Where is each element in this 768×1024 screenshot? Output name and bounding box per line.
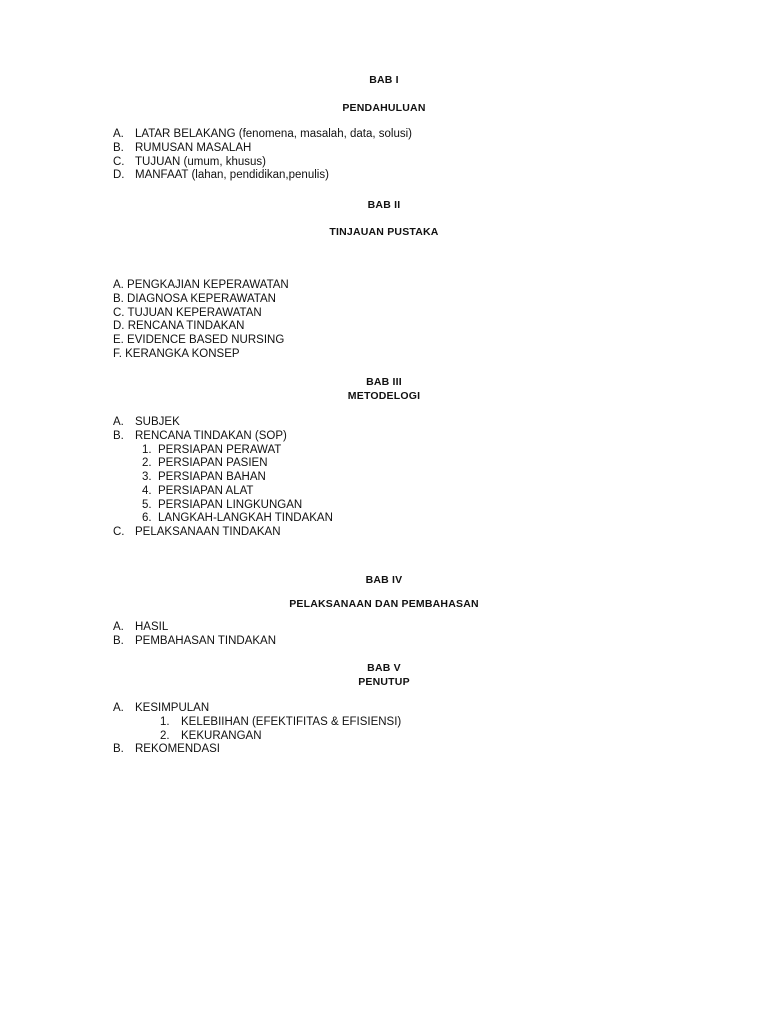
sub-list-text: PERSIAPAN PERAWAT [158, 443, 282, 456]
list-marker: A. [113, 702, 124, 714]
list-text: C. TUJUAN KEPERAWATAN [113, 306, 262, 319]
sub-list-text: PERSIAPAN LINGKUNGAN [158, 498, 303, 511]
list-text: HASIL [135, 621, 169, 633]
sub-list-marker: 1. [142, 443, 152, 456]
sub-list-marker: 5. [142, 498, 152, 511]
sub-list-marker: 2. [142, 457, 152, 470]
bab1-title: PENDAHULUAN [342, 102, 426, 114]
bab5-label: BAB V [367, 662, 401, 674]
list-item [113, 279, 289, 293]
sub-list-marker: 2. [160, 729, 170, 742]
list-marker: B. [113, 634, 124, 647]
list-text: REKOMENDASI [135, 743, 220, 756]
list-item [113, 320, 289, 334]
bab3-title: METODELOGI [347, 390, 421, 402]
list-marker: B. [113, 743, 124, 756]
sub-list-marker: 1. [160, 715, 170, 728]
sub-list-text: PERSIAPAN PASIEN [158, 457, 268, 470]
list-marker: B. [113, 429, 124, 442]
bab4-label: BAB IV [365, 574, 403, 586]
bab4-title: PELAKSANAAN DAN PEMBAHASAN [289, 598, 479, 610]
sub-list-text: LANGKAH-LANGKAH TINDAKAN [158, 512, 333, 525]
sub-list-marker: 3. [142, 471, 152, 483]
list-text: KESIMPULAN [135, 702, 210, 714]
bab1-label: BAB I [369, 74, 399, 86]
bab2-list [113, 279, 289, 362]
list-marker: A. [113, 416, 124, 428]
list-text: LATAR BELAKANG (fenomena, masalah, data, solusi) [135, 128, 412, 140]
list-marker: D. [113, 169, 125, 182]
sub-list-text: PERSIAPAN ALAT [158, 484, 254, 497]
list-text: F. KERANGKA KONSEP [113, 347, 240, 360]
list-text: D. RENCANA TINDAKAN [113, 320, 245, 333]
bab5-title: PENUTUP [358, 676, 410, 688]
sub-list-text: KELEBIIHAN (EFEKTIFITAS & EFISIENSI) [181, 715, 402, 728]
list-text: RUMUSAN MASALAH [135, 141, 252, 154]
list-item [113, 307, 289, 321]
list-marker: B. [113, 141, 124, 154]
list-text: TUJUAN (umum, khusus) [135, 155, 266, 168]
list-marker: A. [113, 128, 124, 140]
list-text: PEMBAHASAN TINDAKAN [135, 634, 277, 647]
sub-list-text: KEKURANGAN [181, 729, 262, 742]
list-marker: C. [113, 526, 125, 538]
list-text: PELAKSANAAN TINDAKAN [135, 526, 281, 538]
bab3-label: BAB III [366, 376, 402, 388]
list-text: B. DIAGNOSA KEPERAWATAN [113, 292, 276, 305]
list-item [113, 348, 289, 362]
list-text: MANFAAT (lahan, pendidikan,penulis) [135, 169, 329, 182]
list-text: E. EVIDENCE BASED NURSING [113, 334, 285, 346]
list-marker: A. [113, 621, 124, 633]
list-item [113, 334, 289, 348]
list-text: SUBJEK [135, 416, 180, 428]
list-text: A. PENGKAJIAN KEPERAWATAN [113, 279, 289, 291]
list-item [113, 293, 289, 307]
sub-list-marker: 6. [142, 512, 152, 525]
list-marker: C. [113, 155, 125, 168]
bab2-label: BAB II [367, 199, 401, 211]
sub-list-text: PERSIAPAN BAHAN [158, 471, 266, 483]
list-text: RENCANA TINDAKAN (SOP) [135, 429, 287, 442]
sub-list-marker: 4. [142, 484, 152, 497]
bab2-title: TINJAUAN PUSTAKA [329, 226, 439, 238]
